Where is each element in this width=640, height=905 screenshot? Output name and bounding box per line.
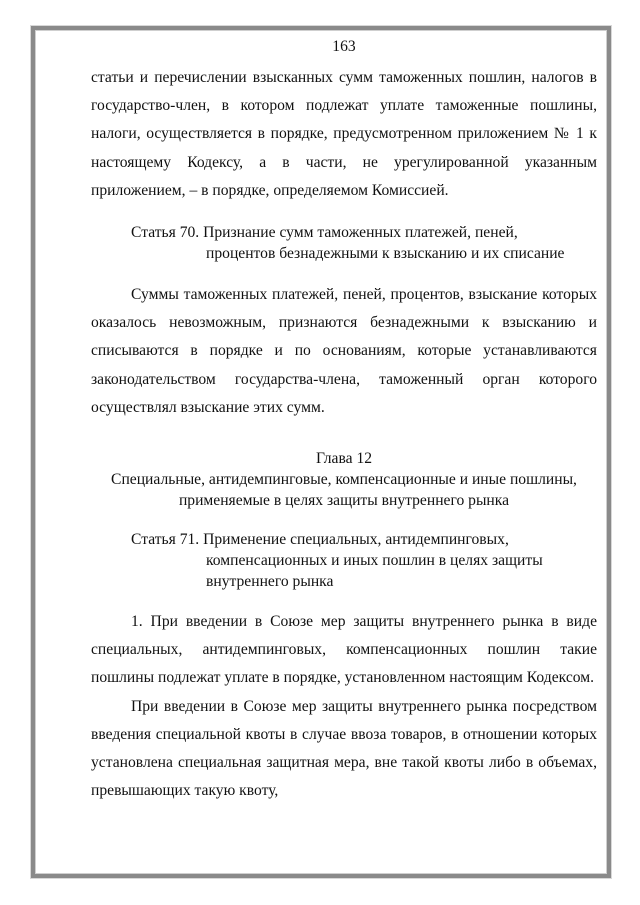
article-70-body: Суммы таможенных платежей, пеней, процентов, взыскание которых оказалось невозможным, признаются безнадежными к взысканию и списываются в порядке и по основаниям, которые устанавливаются законодательством государства-члена, таможенный орган которого осуществлял взыскание этих сумм. (91, 286, 597, 416)
article-71-paragraph-2: При введении в Союзе мер защиты внутреннего рынка посредством введения специальной квоты в случае ввоза товаров, в отношении которых установлена специальная защитная мера, вне такой квоты либо в объемах, превышающих такую квоту, (91, 697, 597, 800)
article-70-heading (91, 222, 597, 264)
article-71-heading-line3: внутреннего рынка (206, 573, 334, 591)
article-70-heading-line1: Статья 70. Признание сумм таможенных платежей, пеней, (131, 224, 518, 242)
chapter-12-title-line2: применяемые в целях защиты внутреннего рынка (178, 492, 510, 510)
page-number: 163 (332, 38, 356, 55)
article-70-heading-line2: процентов безнадежными к взысканию и их списание (206, 245, 565, 263)
document-page (91, 36, 597, 805)
article-71-heading (91, 529, 597, 592)
paragraph-continued: статьи и перечислении взысканных сумм таможенных пошлин, налогов в государство-член, в котором подлежат уплате таможенные пошлины, налоги, осуществляется в порядке, предусмотренном приложением № 1 к настоящему Кодексу, а в части, не урегулированной указанным приложением, – в порядке, определяемом Комиссией. (91, 69, 597, 199)
chapter-12-label: Глава 12 (315, 450, 373, 468)
article-71-heading-line1: Статья 71. Применение специальных, антидемпинговых, (131, 531, 509, 549)
article-71-heading-line2: компенсационных и иных пошлин в целях защиты (206, 552, 543, 570)
article-71-paragraph-1: 1. При введении в Союзе мер защиты внутреннего рынка в виде специальных, антидемпинговых, компенсационных пошлин такие пошлины подлежат уплате в порядке, установленном настоящим Кодексом. (91, 613, 597, 687)
chapter-12-title-line1: Специальные, антидемпинговые, компенсационные и иные пошлины, (111, 471, 577, 489)
